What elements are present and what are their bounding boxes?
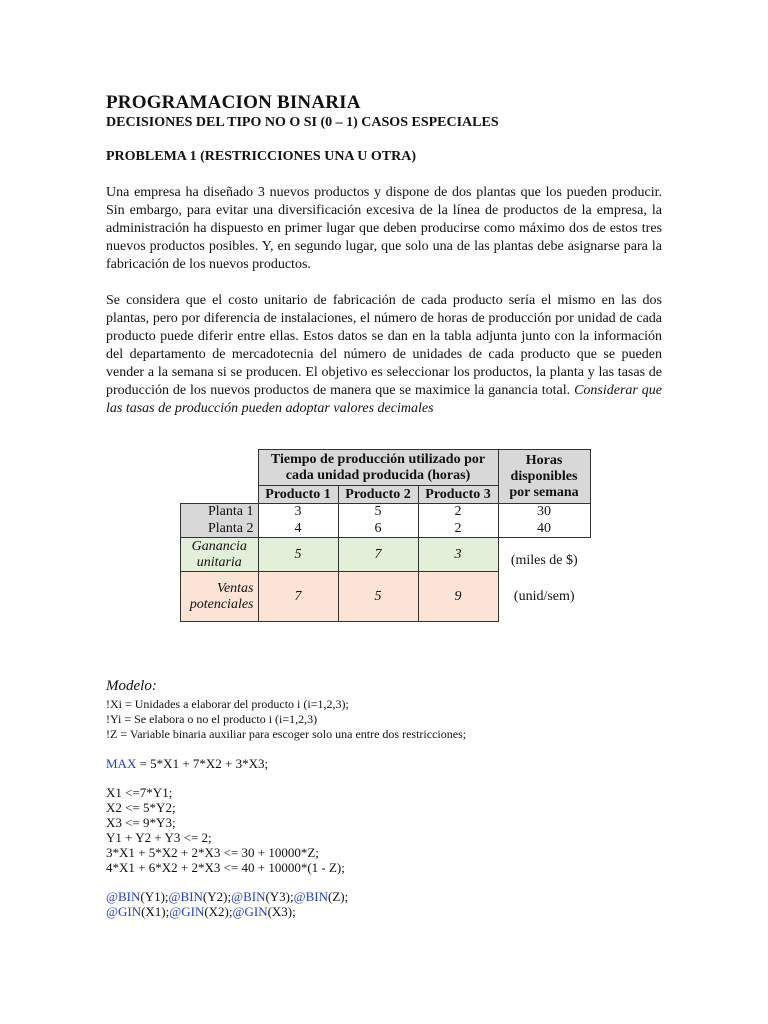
- table-corner: [181, 450, 259, 486]
- document-body: [106, 92, 662, 418]
- cell-plant1-p1: 3: [258, 504, 338, 521]
- bin-arg-3: (Y3);: [265, 889, 294, 904]
- gin-kw-2: @GIN: [169, 904, 205, 919]
- comment-y: !Yi = Se elabora o no el producto i (i=1,2,3): [106, 712, 318, 726]
- row-sales-label: Ventas potenciales: [181, 572, 259, 622]
- constraint-6: 4*X1 + 6*X2 + 2*X3 <= 40 + 10000*(1 - Z);: [106, 860, 345, 875]
- col-product-3: Producto 3: [418, 486, 498, 504]
- cell-gain-p1: 5: [258, 538, 338, 572]
- cell-plant1-p3: 2: [418, 504, 498, 521]
- bin-arg-1: (Y1);: [140, 889, 169, 904]
- cell-plant2-p3: 2: [418, 521, 498, 538]
- cell-sales-p1: 7: [258, 572, 338, 622]
- constraint-4: Y1 + Y2 + Y3 <= 2;: [106, 830, 212, 845]
- bin-kw-1: @BIN: [106, 889, 141, 904]
- gin-arg-3: (X3);: [267, 904, 296, 919]
- objective-expr: = 5*X1 + 7*X2 + 3*X3;: [136, 756, 269, 771]
- bin-arg-2: (Y2);: [202, 889, 232, 904]
- cell-plant2-p1: 4: [258, 521, 338, 538]
- bin-kw-2: @BIN: [168, 889, 203, 904]
- bin-kw-3: @BIN: [231, 889, 266, 904]
- data-table-wrapper: [180, 449, 591, 622]
- gin-arg-2: (X2);: [204, 904, 233, 919]
- comment-z: !Z = Variable binaria auxiliar para escoger solo una entre dos restricciones;: [106, 727, 467, 741]
- max-keyword: MAX: [106, 756, 137, 771]
- col-product-1: Producto 1: [258, 486, 338, 504]
- row-plant-2-label: Planta 2: [181, 521, 259, 538]
- cell-sales-p3: 9: [418, 572, 498, 622]
- cell-gain-p3: 3: [418, 538, 498, 572]
- page-subtitle: DECISIONES DEL TIPO NO O SI (0 – 1) CASOS ESPECIALES: [106, 115, 499, 130]
- table-corner-2: [181, 486, 259, 504]
- cell-plant2-p2: 6: [338, 521, 418, 538]
- paragraph-2: [106, 292, 662, 418]
- problem-heading: PROBLEMA 1 (RESTRICCIONES UNA U OTRA): [106, 149, 416, 164]
- model-section: [106, 678, 466, 919]
- cell-plant1-p2: 5: [338, 504, 418, 521]
- constraint-3: X3 <= 9*Y3;: [106, 815, 176, 830]
- bin-line: [106, 889, 466, 904]
- paragraph-2-italic: Considerar que las tasas de producción pueden adoptar valores decimales: [106, 383, 663, 416]
- bin-arg-4: (Z);: [328, 889, 349, 904]
- gin-kw-3: @GIN: [232, 904, 268, 919]
- production-table: [180, 449, 591, 622]
- header-hours: Horas disponibles por semana: [498, 450, 590, 504]
- row-plant-1-label: Planta 1: [181, 504, 259, 521]
- paragraph-1: Una empresa ha diseñado 3 nuevos productos y dispone de dos plantas que los pueden producir. Sin embargo, para evitar una diversificación excesiva de la línea de productos de la empresa, la administración ha dispuesto en primer lugar que deben producirse como máximo dos de estos tres nuevos productos posibles. Y, en segundo lugar, que solo una de las plantas debe asignarse para la fabricación de los nuevos productos.: [106, 185, 662, 272]
- sales-unit: (unid/sem): [513, 588, 575, 604]
- paragraph-2-text: Se considera que el costo unitario de fabricación de cada producto sería el mismo en las dos plantas, pero por diferencia de instalaciones, el número de horas de producción por unidad de cada producto puede diferir entre ellas. Estos datos se dan en la tabla adjunta junto con la información del departamento de mercadotecnia del número de unidades de cada producto que se pueden vender a la semana si se producen. El objetivo es seleccionar los productos, la planta y las tasas de producción de los nuevos productos de manera que se maximice la ganancia total.: [106, 293, 662, 398]
- objective-line: [106, 756, 466, 771]
- cell-gain-p2: 7: [338, 538, 418, 572]
- header-time: Tiempo de producción utilizado por cada unidad producida (horas): [258, 450, 498, 486]
- cell-plant1-hours: 30: [498, 504, 590, 521]
- cell-plant2-hours: 40: [498, 521, 590, 538]
- model-title: Modelo:: [106, 678, 157, 694]
- bin-kw-4: @BIN: [293, 889, 329, 904]
- col-product-2: Producto 2: [338, 486, 418, 504]
- comment-x: !Xi = Unidades a elaborar del producto i (i=1,2,3);: [106, 697, 349, 711]
- constraint-5: 3*X1 + 5*X2 + 2*X3 <= 30 + 10000*Z;: [106, 845, 319, 860]
- page-title: PROGRAMACION BINARIA: [106, 92, 361, 113]
- gin-arg-1: (X1);: [141, 904, 170, 919]
- cell-sales-p2: 5: [338, 572, 418, 622]
- gin-line: [106, 904, 466, 919]
- gin-kw-1: @GIN: [106, 904, 142, 919]
- constraint-2: X2 <= 5*Y2;: [106, 800, 176, 815]
- gain-unit: (miles de $): [510, 552, 578, 568]
- constraint-1: X1 <=7*Y1;: [106, 785, 173, 800]
- row-gain-label: Ganancia unitaria: [181, 538, 259, 572]
